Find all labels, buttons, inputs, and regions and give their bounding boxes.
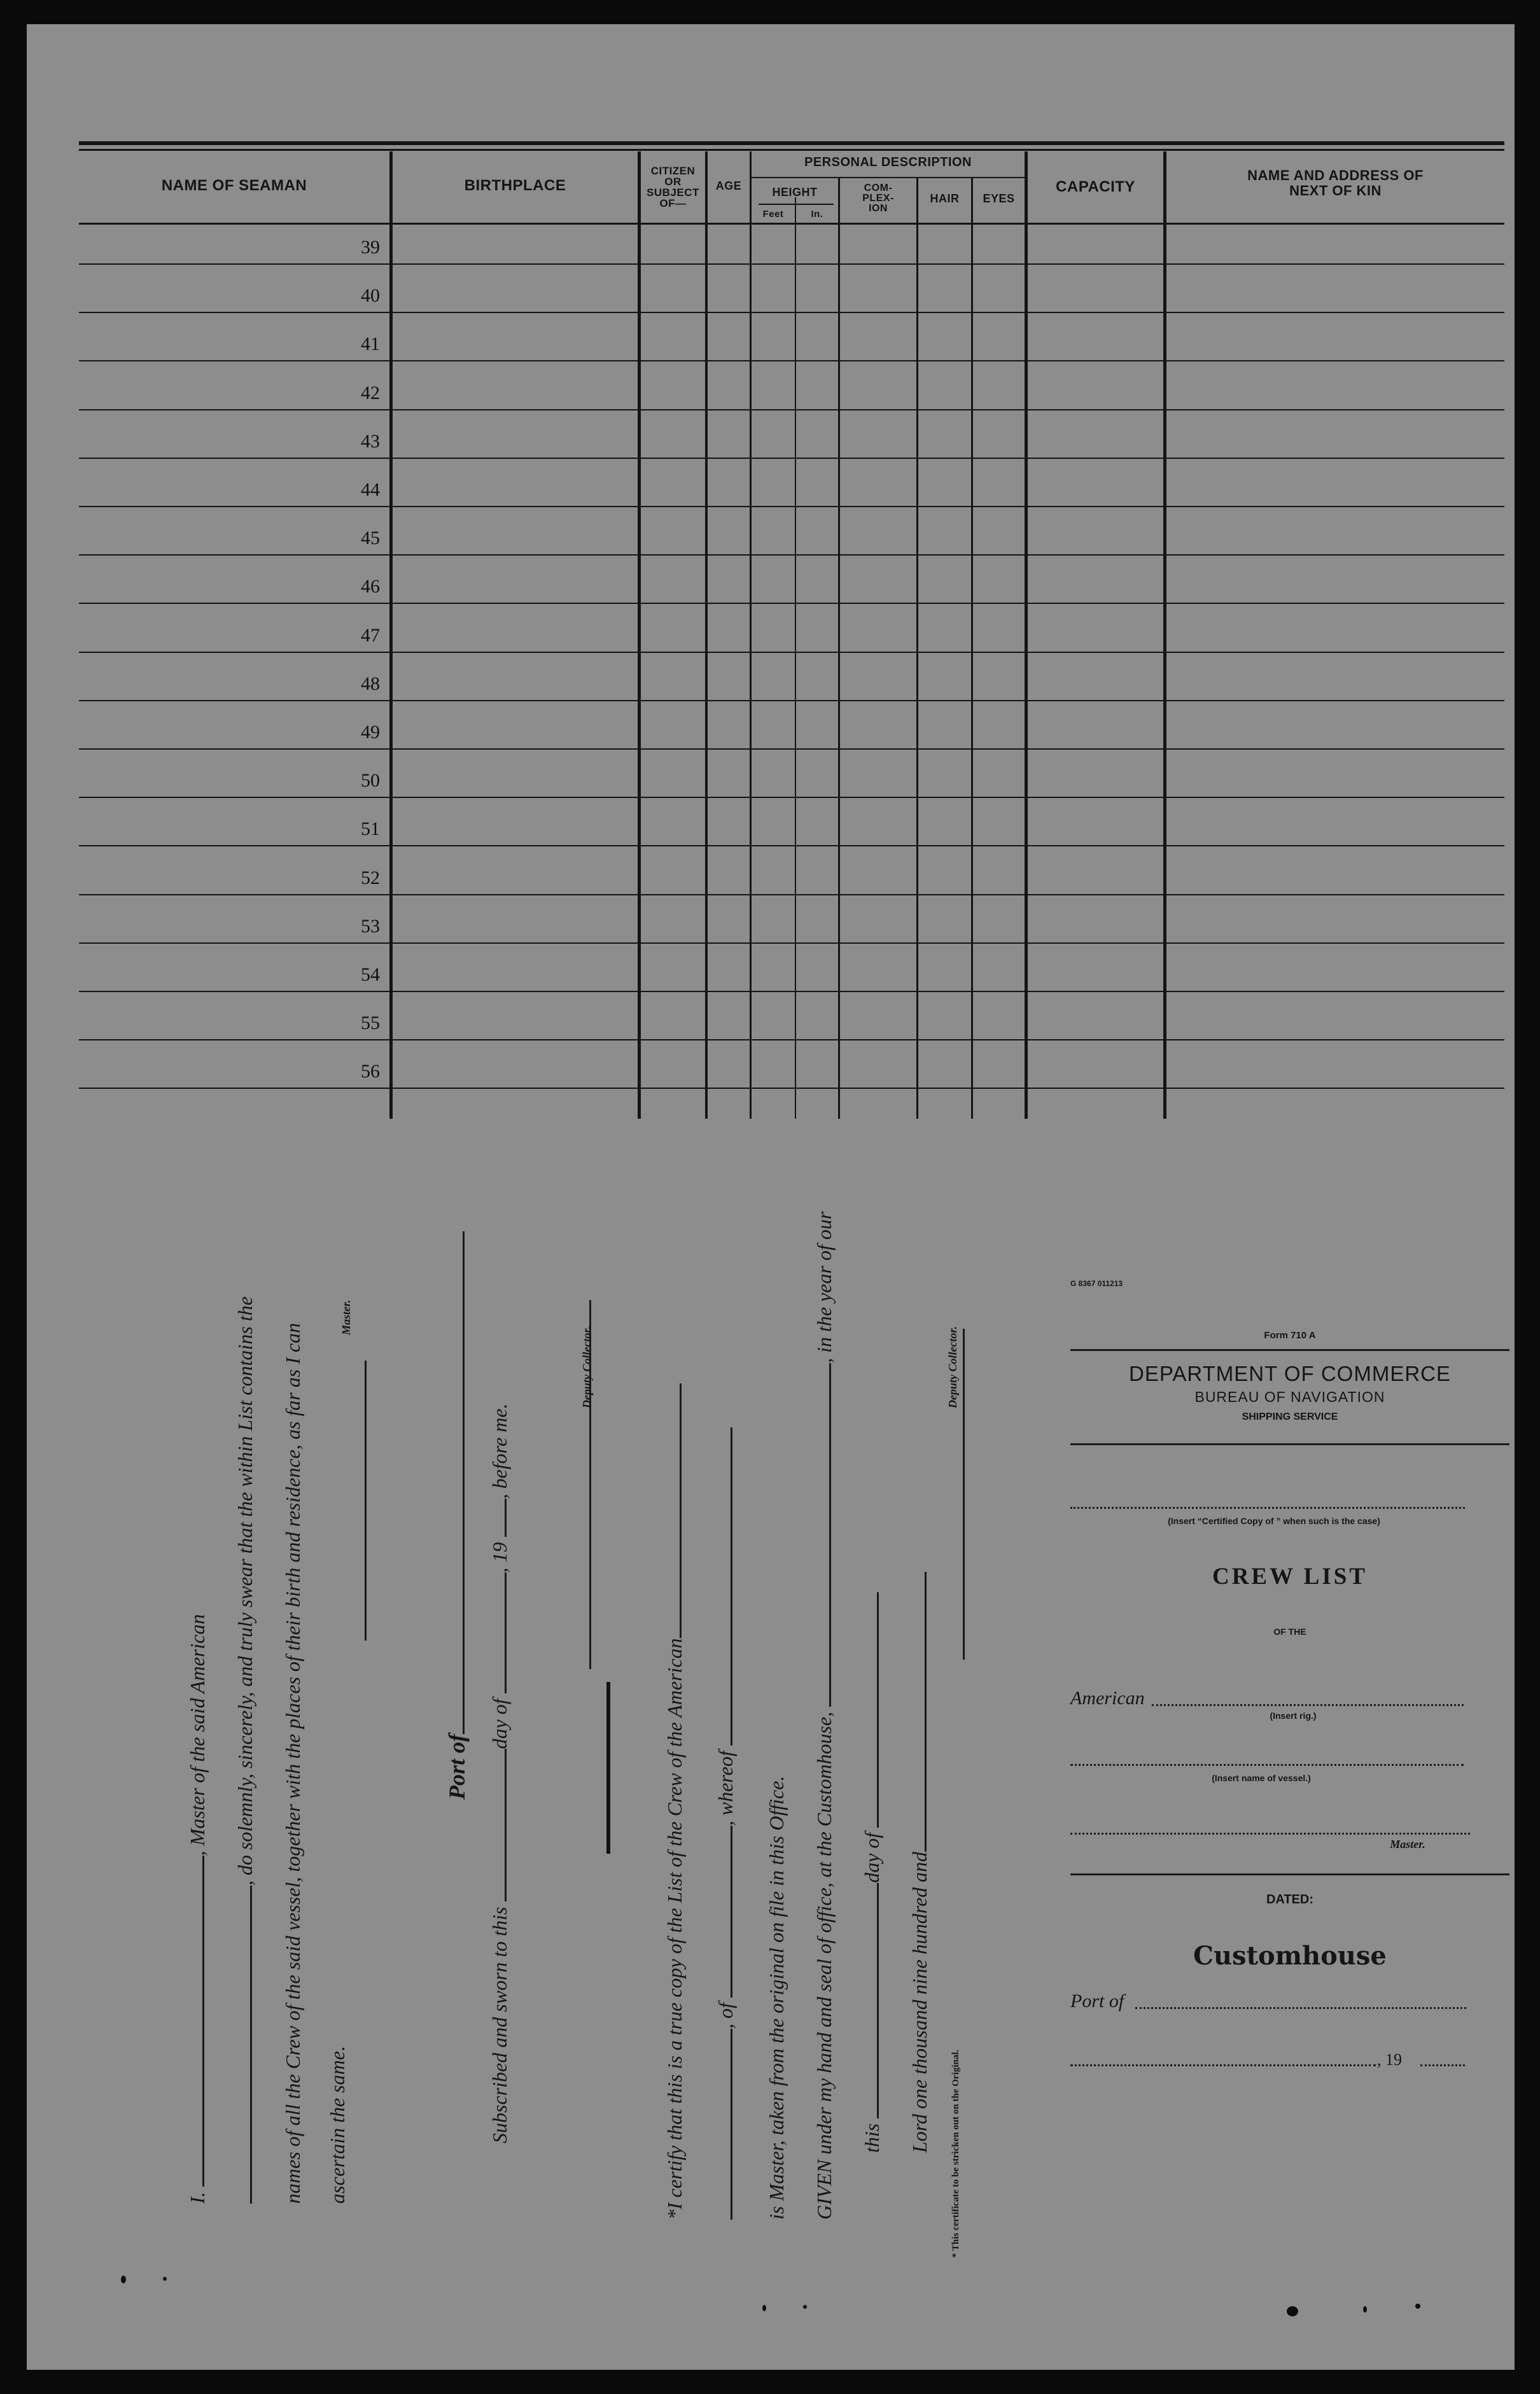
crew-list-title: CREW LIST [1212, 1564, 1368, 1590]
scan-speck [1363, 2306, 1367, 2313]
table-row-rule [79, 1039, 1504, 1040]
scan-speck [762, 2305, 766, 2311]
header-height: HEIGHT [772, 186, 818, 199]
header-bottom-rule [79, 223, 1504, 225]
row-number: 44 [361, 479, 380, 500]
col-rule-8 [971, 177, 973, 1119]
table-row-rule [79, 263, 1504, 265]
table-row-rule [79, 360, 1504, 361]
table-row-rule [79, 894, 1504, 895]
table-row-rule [79, 1088, 1504, 1089]
shipping-service: SHIPPING SERVICE [1242, 1411, 1338, 1422]
col-rule-1 [389, 151, 393, 1119]
certificate-footnote: * This certificate to be stricken out on the Original. [951, 2049, 961, 2258]
col-rule-4 [750, 151, 752, 1119]
header-inches: In. [811, 209, 823, 220]
personal-description-rule [750, 177, 1025, 178]
row-number: 54 [361, 964, 380, 985]
vessel-name-line [1070, 1764, 1464, 1766]
table-row-rule [79, 458, 1504, 459]
insert-certified-copy-note: (Insert “Certified Copy of ” when such is the case) [1168, 1516, 1380, 1526]
bureau-of-navigation: BUREAU OF NAVIGATION [1194, 1389, 1385, 1405]
print-code: G 8367 011213 [1070, 1279, 1123, 1288]
table-row-rule [79, 554, 1504, 556]
table-row-rule [79, 506, 1504, 507]
col-rule-3 [705, 151, 708, 1119]
certify-line-1: *I certify that this is a true copy of the List of the Crew of the American [663, 1383, 687, 2220]
col-rule-6 [838, 177, 840, 1119]
form-number: Form 710 A [1264, 1330, 1316, 1341]
header-capacity: CAPACITY [1056, 178, 1135, 195]
row-number: 55 [361, 1012, 380, 1033]
oath-line-2: , do solemnly, sincerely, and truly swear that the within List contains the [234, 1296, 257, 2204]
dated-label: DATED: [1266, 1893, 1314, 1907]
rig-line [1152, 1704, 1464, 1706]
insert-vessel-note: (Insert name of vessel.) [1212, 1773, 1311, 1783]
department-of-commerce: DEPARTMENT OF COMMERCE [1128, 1362, 1452, 1385]
american-label: American [1070, 1688, 1145, 1709]
cover-rule-top [1070, 1349, 1509, 1351]
row-number: 43 [361, 431, 380, 452]
row-number: 51 [361, 818, 380, 839]
header-birthplace: BIRTHPLACE [464, 177, 566, 194]
row-number: 42 [361, 382, 380, 403]
row-number: 45 [361, 528, 380, 549]
port-of-cover-line [1135, 2007, 1466, 2009]
table-row-rule [79, 845, 1504, 846]
section-separator [606, 1682, 610, 1854]
table-row-rule [79, 942, 1504, 944]
col-rule-5 [795, 197, 796, 1119]
date-line [1070, 2064, 1376, 2066]
row-number: 46 [361, 576, 380, 597]
table-row-rule [79, 652, 1504, 653]
scan-speck [121, 2276, 126, 2283]
height-underline [759, 204, 834, 205]
row-number: 47 [361, 625, 380, 646]
port-of-cover-label: Port of [1070, 1991, 1124, 2012]
row-number: 39 [361, 237, 380, 258]
row-number: 52 [361, 867, 380, 888]
header-feet: Feet [762, 209, 784, 220]
master-label: Master. [340, 1299, 353, 1335]
header-hair: HAIR [930, 192, 960, 205]
certify-line-6: Lord one thousand nine hundred and [908, 1572, 932, 2153]
certify-line-5: this day of [860, 1592, 884, 2153]
certify-line-4: GIVEN under my hand and seal of office, at the Customhouse, , in the year of our [813, 1211, 836, 2220]
header-personal-description: PERSONAL DESCRIPTION [804, 155, 972, 169]
subscribed-line: Subscribed and sworn to this day of , 19 , before me. [488, 1403, 511, 2143]
col-rule-2 [638, 151, 641, 1119]
col-rule-9 [1025, 151, 1028, 1119]
row-number: 56 [361, 1061, 380, 1082]
crew-list-form-page [27, 24, 1515, 2370]
insert-rig-note: (Insert rig.) [1270, 1711, 1317, 1721]
scan-speck [1287, 2306, 1298, 2316]
scan-speck [803, 2305, 807, 2309]
cover-rule-3 [1070, 1873, 1509, 1875]
table-row-rule [79, 312, 1504, 313]
row-number: 41 [361, 333, 380, 354]
table-row-rule [79, 700, 1504, 701]
header-eyes: EYES [983, 192, 1015, 205]
table-row-rule [79, 409, 1504, 410]
table-row-rule [79, 797, 1504, 798]
date-comma-19: , 19 [1377, 2050, 1402, 2069]
header-complexion: COM- PLEX- ION [862, 183, 894, 214]
table-top-rule-thin [79, 149, 1504, 151]
table-row-rule [79, 991, 1504, 992]
customhouse-label: Customhouse [1193, 1941, 1387, 1971]
master-signature-line [348, 1361, 372, 1641]
year-line [1420, 2064, 1465, 2066]
col-rule-10 [1163, 151, 1166, 1119]
master-cover-label: Master. [1390, 1838, 1425, 1851]
of-the: OF THE [1273, 1627, 1306, 1637]
header-name-of-seaman: NAME OF SEAMAN [161, 177, 307, 194]
table-row-rule [79, 748, 1504, 750]
row-number: 49 [361, 722, 380, 743]
oath-line-3: names of all the Crew of the said vessel, together with the places of their birth and residence, as far as I can [281, 1322, 304, 2204]
header-next-of-kin: NAME AND ADDRESS OF NEXT OF KIN [1247, 167, 1424, 199]
table-top-rule [79, 141, 1504, 145]
deputy-collector-label-2: Deputy Collector. [946, 1326, 959, 1408]
header-citizen: CITIZEN OR SUBJECT OF— [647, 165, 699, 209]
row-number: 53 [361, 916, 380, 937]
cover-rule-2 [1070, 1443, 1509, 1445]
row-number: 50 [361, 770, 380, 791]
scan-speck [163, 2277, 167, 2281]
oath-line-1: I. , Master of the said American [186, 1614, 209, 2204]
header-age: AGE [715, 179, 742, 192]
table-row-rule [79, 603, 1504, 604]
row-number: 40 [361, 285, 380, 306]
port-of-line: Port of [444, 1231, 470, 1800]
scan-speck [1415, 2304, 1420, 2309]
oath-line-4: ascertain the same. [326, 2046, 349, 2204]
insert-copy-line [1070, 1507, 1465, 1509]
deputy-collector-label-1: Deputy Collector. [580, 1326, 593, 1408]
certify-line-3: is Master, taken from the original on file in this Office. [765, 1775, 788, 2220]
col-rule-7 [916, 177, 918, 1119]
master-line [1070, 1833, 1470, 1835]
certify-line-2: , of , whereof [714, 1427, 738, 2220]
row-number: 48 [361, 673, 380, 694]
